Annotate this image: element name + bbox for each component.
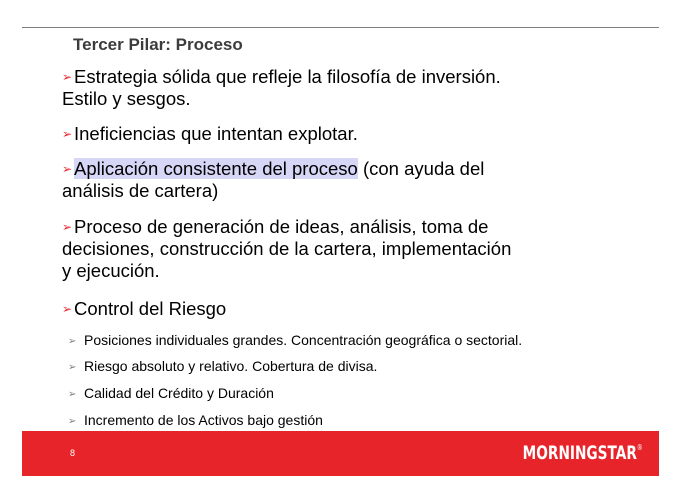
bullet-text: decisiones, construcción de la cartera, implementación xyxy=(62,238,512,259)
morningstar-logo xyxy=(523,442,643,464)
sub-bullet-text: Riesgo absoluto y relativo. Cobertura de divisa. xyxy=(84,358,378,374)
arrowhead-bullet-icon: ➢ xyxy=(62,70,73,84)
bullet-risk-control xyxy=(62,298,226,320)
page-number: 8 xyxy=(70,448,76,458)
arrowhead-bullet-icon: ➢ xyxy=(68,336,77,347)
arrowhead-bullet-icon: ➢ xyxy=(68,362,77,373)
sub-bullet xyxy=(68,357,377,377)
footer-band xyxy=(22,431,659,476)
sub-bullet xyxy=(68,411,323,431)
bullet-text: Estrategia sólida que refleje la filosofía de inversión. xyxy=(74,66,501,87)
bullet-text: Estilo y sesgos. xyxy=(62,88,191,109)
sub-bullet xyxy=(68,384,274,404)
arrowhead-bullet-icon: ➢ xyxy=(68,389,77,400)
highlighted-text: Aplicación consistente del proceso xyxy=(74,158,358,179)
registered-mark: ® xyxy=(637,443,643,452)
bullet-text: y ejecución. xyxy=(62,260,160,281)
bullet-strategy xyxy=(62,66,501,110)
bullet-text: análisis de cartera) xyxy=(62,180,219,201)
sub-bullet-text: Posiciones individuales grandes. Concentración geográfica o sectorial. xyxy=(84,332,523,348)
arrowhead-bullet-icon: ➢ xyxy=(62,220,73,234)
bullet-process-application xyxy=(62,158,484,202)
arrowhead-bullet-icon: ➢ xyxy=(62,162,73,176)
slide-title: Tercer Pilar: Proceso xyxy=(73,35,243,54)
bullet-text: (con ayuda del xyxy=(357,158,485,179)
arrowhead-bullet-icon: ➢ xyxy=(62,302,73,316)
logo-text: MORNINGSTAR xyxy=(522,442,638,464)
bullet-text: Ineficiencias que intentan explotar. xyxy=(74,123,358,144)
arrowhead-bullet-icon: ➢ xyxy=(62,127,73,141)
sub-bullet-text: Incremento de los Activos bajo gestión xyxy=(84,412,323,428)
sub-bullet-text: Calidad del Crédito y Duración xyxy=(84,385,274,401)
top-divider xyxy=(22,27,659,28)
arrowhead-bullet-icon: ➢ xyxy=(68,416,77,427)
bullet-idea-generation xyxy=(62,216,511,282)
bullet-inefficiencies xyxy=(62,123,358,145)
sub-bullet xyxy=(68,331,522,351)
bullet-text: Proceso de generación de ideas, análisis, toma de xyxy=(74,216,489,237)
bullet-text: Control del Riesgo xyxy=(74,298,227,319)
